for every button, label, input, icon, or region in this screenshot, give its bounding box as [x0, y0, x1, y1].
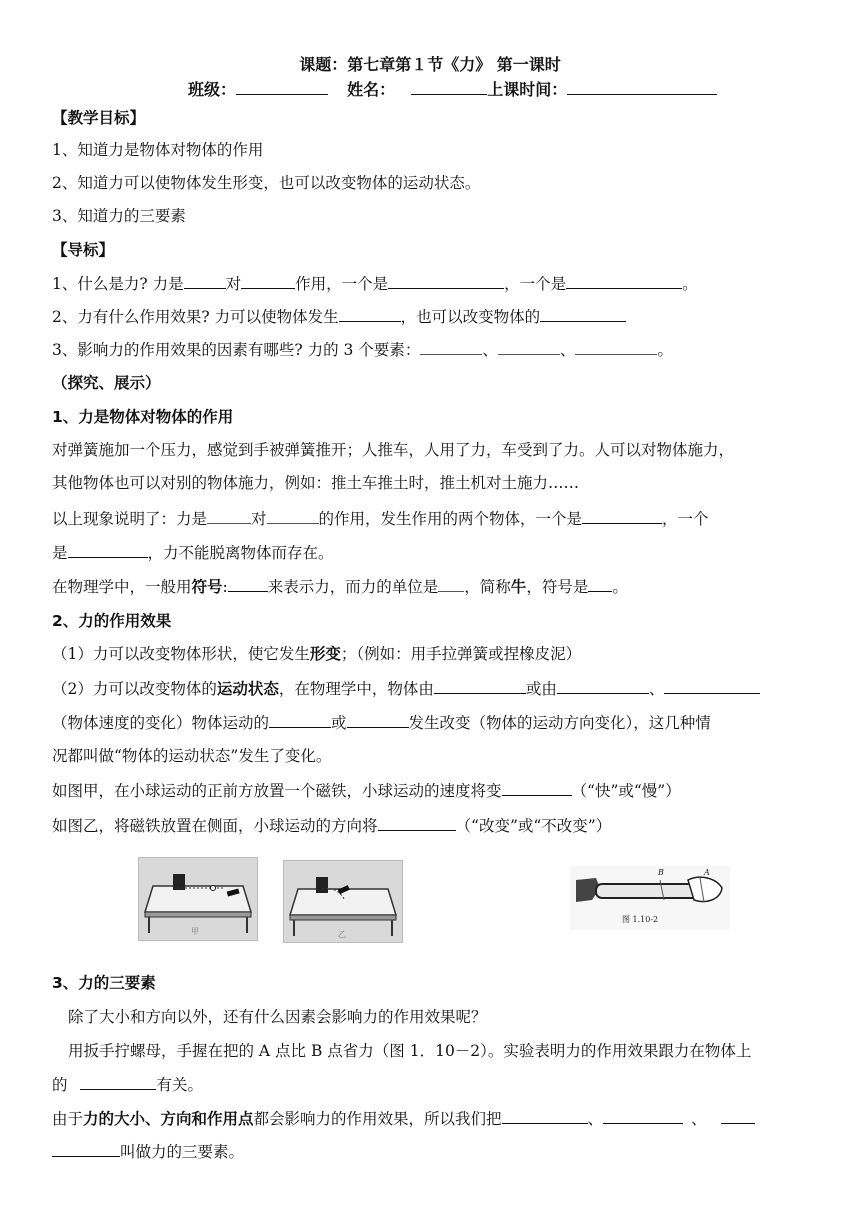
- section1-p2: 其他物体也可以对别的物体施力，例如：推土车推土时，推土机对土施力……: [52, 474, 580, 492]
- s2-blank-7[interactable]: [378, 815, 456, 831]
- s2-blank-1[interactable]: [434, 678, 526, 694]
- s2-p3-b: 或: [331, 714, 347, 732]
- q1-blank-2[interactable]: [241, 273, 295, 289]
- section3-p2: 用扳手拧螺母，手握在把的 A 点比 B 点省力（图 1．10－2）。实验表明力的作用效果跟力在物体上: [68, 1042, 752, 1060]
- section2-p5: [52, 780, 681, 801]
- wrench-point-a: A: [704, 868, 710, 877]
- section2-p4: 况都叫做“物体的运动状态”发生了变化。: [52, 747, 332, 765]
- s2-p2-b: 运动状态: [216, 680, 279, 698]
- q1-text-d: ，一个是: [504, 275, 567, 293]
- section3-heading: 3、力的三要素: [52, 974, 156, 992]
- s1-p5-g: ，符号是: [526, 578, 589, 596]
- figure-b: [283, 860, 403, 943]
- guide-q2: [52, 306, 626, 327]
- wrench-point-b: B: [658, 868, 664, 877]
- s2-blank-5[interactable]: [347, 712, 409, 728]
- objective-item-1: 1、知道力是物体对物体的作用: [52, 141, 264, 159]
- s2-blank-6[interactable]: [502, 780, 572, 796]
- s2-p5-a: 如图甲，在小球运动的正前方放置一个磁铁，小球运动的速度将变: [52, 782, 502, 800]
- s1-blank-6[interactable]: [438, 578, 464, 592]
- q1-blank-4[interactable]: [566, 273, 682, 289]
- q3-sep-1: 、: [482, 341, 498, 359]
- q3-blank-1[interactable]: [420, 341, 482, 355]
- s1-blank-2[interactable]: [267, 510, 319, 524]
- q2-blank-2[interactable]: [540, 306, 626, 322]
- section1-p3: [52, 508, 709, 529]
- q3-blank-3[interactable]: [575, 341, 657, 355]
- s1-p5-niu: 牛: [510, 578, 527, 596]
- section2-p1: [52, 644, 581, 664]
- s2-p2-d: 或由: [525, 680, 557, 698]
- s1-p5-symbol: 符号: [191, 578, 223, 596]
- name-field[interactable]: [411, 79, 487, 95]
- q1-blank-1[interactable]: [184, 273, 226, 289]
- guide-q1: [52, 273, 698, 294]
- s1-p3-c: 的作用，发生作用的两个物体，一个是: [318, 510, 583, 528]
- q2-text-a: 2、力有什么作用效果? 力可以使物体发生: [52, 308, 339, 326]
- s3-p4-sep-2: 、: [691, 1110, 707, 1128]
- s1-p3-b: 对: [251, 510, 267, 528]
- q1-text-a: 1、什么是力? 力是: [52, 275, 184, 293]
- s2-p6-a: 如图乙，将磁铁放置在侧面，小球运动的方向将: [52, 817, 378, 835]
- objectives-heading: 【教学目标】: [52, 109, 146, 127]
- s1-p5-colon: :: [222, 578, 228, 596]
- s2-p3-a: （物体速度的变化）物体运动的: [52, 714, 270, 732]
- s2-p6-b: （“改变”或“不改变”）: [455, 817, 612, 835]
- section2-p6: [52, 815, 611, 836]
- figure-wrench: [570, 866, 730, 930]
- section2-heading: 2、力的作用效果: [52, 612, 172, 630]
- section2-p3: [52, 712, 711, 733]
- figure-a-label: 甲: [191, 927, 199, 936]
- s1-p4-a: 是: [52, 544, 68, 562]
- s1-p3-a: 以上现象说明了：力是: [52, 510, 208, 528]
- s3-blank-2[interactable]: [502, 1108, 588, 1124]
- figure-a: [138, 857, 258, 941]
- info-line: [188, 77, 717, 100]
- s3-blank-4a[interactable]: [721, 1108, 755, 1124]
- s3-p4-c: 都会影响力的作用效果，所以我们把: [253, 1110, 502, 1128]
- objective-item-3: 3、知道力的三要素: [52, 207, 186, 225]
- s3-blank-1[interactable]: [80, 1074, 156, 1090]
- q2-blank-1[interactable]: [339, 306, 401, 322]
- section1-p1: 对弹簧施加一个压力，感觉到手被弹簧推开；人推车，人用了力，车受到了力。人可以对物体施力，: [52, 441, 735, 459]
- explore-heading: （探究、展示）: [52, 374, 161, 392]
- s1-p5-h: 。: [612, 578, 628, 596]
- s3-p3-a: 的: [52, 1076, 73, 1094]
- s2-p2-c: ，在物理学中，物体由: [278, 680, 434, 698]
- section3-p5: [52, 1141, 244, 1162]
- q3-blank-2[interactable]: [498, 341, 560, 355]
- s1-p5-d: 来表示力，而力的单位是: [267, 578, 439, 596]
- s2-p5-b: （“快”或“慢”）: [571, 782, 681, 800]
- s1-blank-4[interactable]: [68, 542, 148, 558]
- time-field[interactable]: [567, 79, 717, 95]
- s1-p5-e: ，简称: [464, 578, 511, 596]
- class-field[interactable]: [236, 79, 328, 95]
- s1-p3-d: ，一个: [662, 510, 709, 528]
- s1-blank-5[interactable]: [228, 576, 268, 592]
- section3-p4: [52, 1108, 755, 1129]
- figure-b-label: 乙: [338, 930, 346, 939]
- s1-blank-1[interactable]: [207, 510, 251, 524]
- s2-p3-c: 发生改变（物体的运动方向变化），这几种情: [408, 714, 711, 732]
- s3-p4-d: 、: [587, 1110, 604, 1128]
- s3-blank-4b[interactable]: [52, 1141, 120, 1157]
- s1-p5-a: 在物理学中，一般用: [52, 578, 192, 596]
- section1-p5: [52, 576, 628, 597]
- q3-sep-2: 、: [559, 341, 576, 359]
- section3-p1: 除了大小和方向以外，还有什么因素会影响力的作用效果呢？: [68, 1008, 487, 1026]
- s2-p2-e: 、: [648, 680, 665, 698]
- s2-p1-b: 形变: [309, 645, 341, 663]
- q3-end: 。: [657, 341, 673, 359]
- s2-p1-c: ；（例如：用手拉弹簧或捏橡皮泥）: [340, 645, 582, 663]
- wrench-caption: 图 1.10-2: [622, 915, 659, 924]
- q1-text-e: 。: [682, 275, 698, 293]
- section1-p4: [52, 542, 334, 563]
- s3-p5-text: 叫做力的三要素。: [120, 1143, 245, 1161]
- s3-p4-a: 由于: [52, 1110, 84, 1128]
- q1-text-b: 对: [225, 275, 242, 293]
- time-label: 上课时间：: [487, 80, 568, 99]
- section3-p3: [52, 1074, 203, 1095]
- class-label: 班级：: [188, 80, 237, 99]
- s2-blank-3[interactable]: [664, 678, 760, 694]
- s1-blank-3[interactable]: [582, 508, 662, 524]
- q3-text-a: 3、影响力的作用效果的因素有哪些? 力的 3 个要素：: [52, 341, 421, 359]
- section2-p2: [52, 678, 760, 699]
- q1-text-c: 作用，一个是: [295, 275, 389, 293]
- guide-q3: [52, 340, 673, 360]
- q1-blank-3[interactable]: [388, 273, 504, 289]
- page-title: 课题：第七章第１节《力》 第一课时: [299, 55, 561, 74]
- s3-blank-3[interactable]: [603, 1108, 683, 1124]
- section1-heading: 1、力是物体对物体的作用: [52, 408, 234, 426]
- s1-p4-b: ，力不能脱离物体而存在。: [147, 544, 334, 562]
- s3-p4-b: 力的大小、方向和作用点: [83, 1110, 254, 1128]
- name-label: 姓名：: [347, 80, 396, 99]
- s2-p1-a: （1）力可以改变物体形状，使它发生: [52, 645, 310, 663]
- s2-p2-a: （2）力可以改变物体的: [52, 680, 217, 698]
- guide-heading: 【导标】: [52, 241, 115, 259]
- s3-p3-b: 有关。: [156, 1076, 203, 1094]
- s2-blank-4[interactable]: [269, 712, 331, 728]
- q2-text-b: ，也可以改变物体的: [400, 308, 541, 326]
- objective-item-2: 2、知道力可以使物体发生形变，也可以改变物体的运动状态。: [52, 174, 481, 192]
- s2-blank-2[interactable]: [557, 678, 649, 694]
- s1-blank-7[interactable]: [588, 576, 612, 592]
